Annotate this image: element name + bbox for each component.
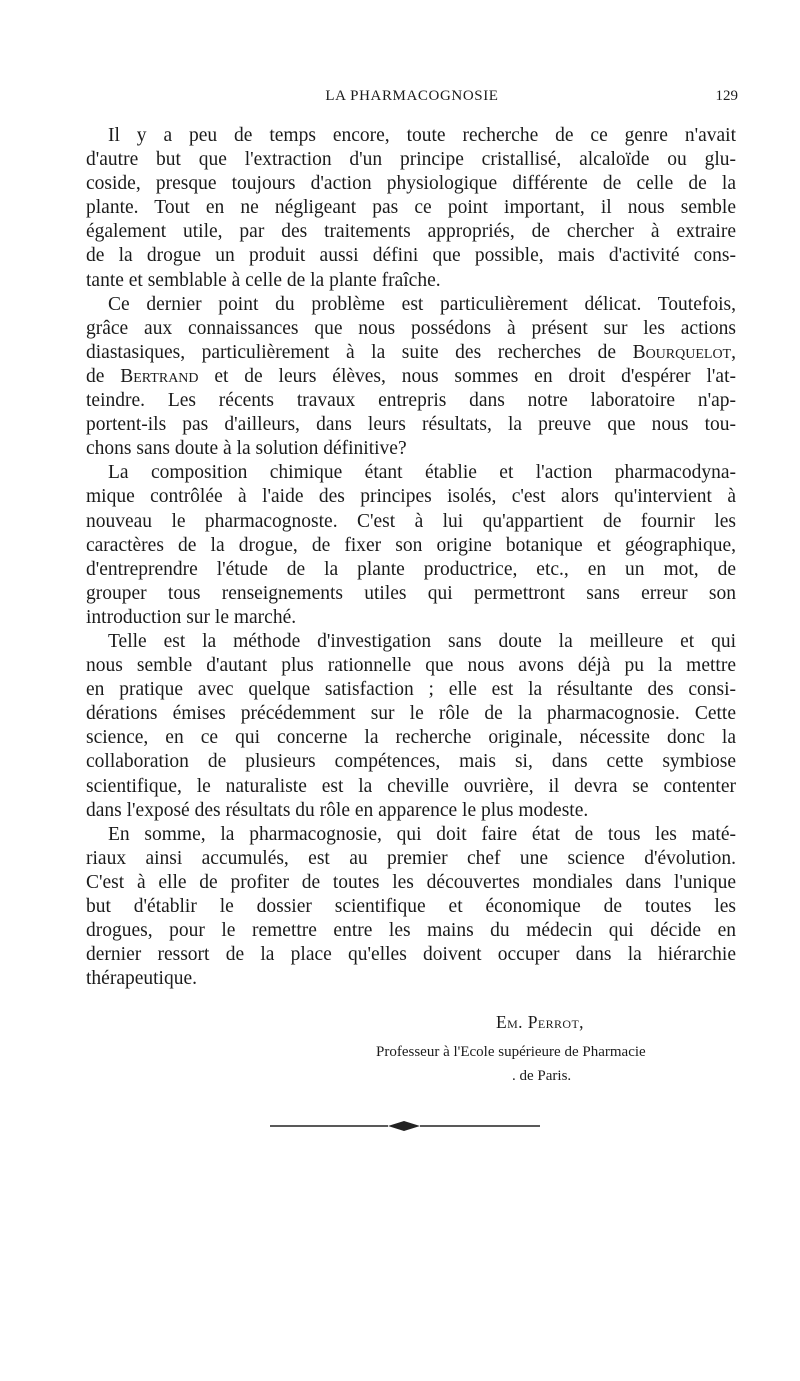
text-line: drogues, pour le remettre entre les mains du médecin qui décide en [86,920,736,942]
text-line: de la drogue un produit aussi défini que possible, mais d'activité cons- [86,245,736,267]
text-line-part: diastasiques, particulièrement à la suite des recherches de [86,341,617,363]
text-line: Il y a peu de temps encore, toute recherche de ce genre n'avait [108,125,736,146]
text-line: portent-ils pas d'ailleurs, dans leurs résultats, la preuve que nous tou- [86,414,736,436]
text-line-part: de [86,365,105,387]
text-line: nous semble d'autant plus rationnelle que nous avons déjà pu la mettre [86,655,736,677]
page-number: 129 [715,88,738,104]
body-text [86,124,736,991]
text-line: riaux ainsi accumulés, est au premier chef une science d'évolution. [86,847,736,869]
text-line: grouper tous renseignements utiles qui permettront sans erreur son [86,582,736,604]
text-line: thérapeutique. [86,968,197,990]
text-line: chons sans doute à la solution définitive? [86,438,407,460]
text-line: plante. Tout en ne négligeant pas ce point important, il nous semble [86,197,736,219]
text-line-part: et de leurs élèves, nous sommes en droit d'espérer l'at- [214,365,736,387]
text-line: Telle est la méthode d'investigation sans doute la meilleure et qui [108,630,736,652]
text-line: d'entreprendre l'étude de la plante productrice, etc., en un mot, de [86,558,736,580]
text-line: mique contrôlée à l'aide des principes isolés, c'est alors qu'intervient à [86,486,736,508]
text-line: en pratique avec quelque satisfaction ; elle est la résultante des consi- [86,679,736,701]
text-line: dérations émises précédemment sur le rôle de la pharmacognosie. Cette [86,703,736,725]
author-name-bertrand: Bertrand [120,365,199,387]
running-title: LA PHARMACOGNOSIE [325,88,499,104]
text-line: science, en ce qui concerne la recherche originale, nécessite donc la [86,727,736,749]
text-line: En somme, la pharmacognosie, qui doit faire état de tous les maté- [108,823,736,845]
text-line: également utile, par des traitements appropriés, de chercher à extraire [86,221,736,243]
signature-name: Em. Perrot, [496,1012,584,1032]
text-line: collaboration de plusieurs compétences, mais si, dans cette symbiose [86,751,736,773]
text-line: teindre. Les récents travaux entrepris dans notre laboratoire n'ap- [86,390,736,412]
text-line: but d'établir le dossier scientifique et économique de toutes les [86,896,736,917]
text-line: Ce dernier point du problème est particulièrement délicat. Toutefois, [108,293,736,315]
author-name-bourquelot: Bourquelot, [632,341,736,363]
text-line: dans l'exposé des résultats du rôle en apparence le plus modeste. [86,799,589,821]
running-head [86,88,738,112]
text-line: La composition chimique étant établie et l'action pharmacodyna- [108,462,736,484]
signature-title: Professeur à l'Ecole supérieure de Pharmacie [376,1044,646,1060]
text-line: nouveau le pharmacognoste. C'est à lui qu'appartient de fournir les [86,510,736,532]
text-line: introduction sur le marché. [86,606,297,628]
text-line: grâce aux connaissances que nous possédons à présent sur les actions [86,317,736,339]
signature-place: . de Paris. [512,1068,572,1084]
text-line: dernier ressort de la place qu'elles doivent occuper dans la hiérarchie [86,944,736,966]
text-line: scientifique, le naturaliste est la cheville ouvrière, il devra se contenter [86,775,736,797]
text-line: d'autre but que l'extraction d'un principe cristallisé, alcaloïde ou glu- [86,149,736,171]
text-line: tante et semblable à celle de la plante fraîche. [86,269,441,291]
text-line-with-name [86,341,736,365]
text-line: C'est à elle de profiter de toutes les découvertes mondiales dans l'unique [86,871,736,893]
text-line: coside, presque toujours d'action physiologique différente de celle de la [86,173,736,195]
ornament-divider [270,1116,540,1136]
text-line: caractères de la drogue, de fixer son origine botanique et géographique, [86,534,736,556]
text-line-with-name [86,365,736,389]
